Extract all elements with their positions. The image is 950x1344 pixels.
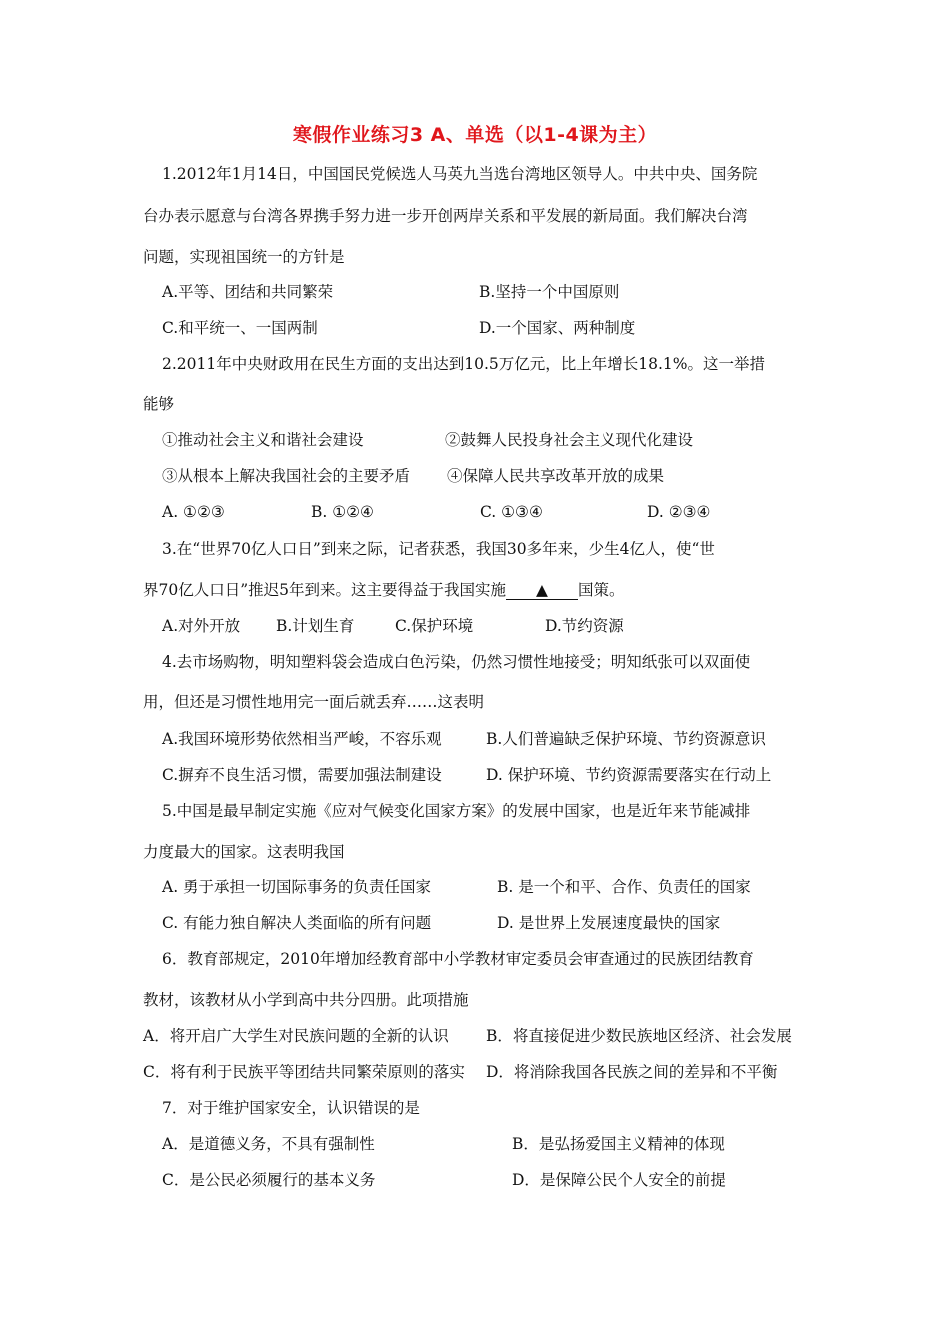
q1-stem-line-2: 台办表示愿意与台湾各界携手努力进一步开创两岸关系和平发展的新局面。我们解决台湾 bbox=[143, 207, 748, 225]
q2-statement-3: ③从根本上解决我国社会的主要矛盾 bbox=[162, 467, 411, 485]
q5-option-c: C. 有能力独自解决人类面临的所有问题 bbox=[162, 914, 432, 932]
q7-option-a: A．是道德义务，不具有强制性 bbox=[162, 1135, 375, 1153]
q2-option-c: C. ①③④ bbox=[480, 503, 543, 521]
q1-option-d: D.一个国家、两种制度 bbox=[479, 319, 636, 337]
q6-option-b: B．将直接促进少数民族地区经济、社会发展 bbox=[486, 1027, 792, 1045]
q6-stem-line-2: 教材，该教材从小学到高中共分四册。此项措施 bbox=[143, 991, 469, 1009]
q3-stem-line-2 bbox=[143, 580, 625, 600]
q4-option-c: C.摒弃不良生活习惯，需要加强法制建设 bbox=[162, 766, 442, 784]
q6-stem-line-1: 6．教育部规定，2010年增加经教育部中小学教材审定委员会审查通过的民族团结教育 bbox=[162, 950, 754, 968]
q3-stem-tail: 国策。 bbox=[578, 581, 625, 599]
q2-statement-2: ②鼓舞人民投身社会主义现代化建设 bbox=[445, 431, 694, 449]
page-title: 寒假作业练习3 A、单选（以1-4课为主） bbox=[292, 124, 658, 146]
q7-option-d: D．是保障公民个人安全的前提 bbox=[512, 1171, 726, 1189]
q4-stem-line-2: 用，但还是习惯性地用完一面后就丢弃……这表明 bbox=[143, 693, 485, 711]
q4-option-b: B.人们普遍缺乏保护环境、节约资源意识 bbox=[486, 730, 766, 748]
q1-stem-line-1: 1.2012年1月14日，中国国民党候选人马英九当选台湾地区领导人。中共中央、国务院 bbox=[162, 165, 758, 183]
q2-option-b: B. ①②④ bbox=[311, 503, 374, 521]
q3-option-d: D.节约资源 bbox=[545, 617, 624, 635]
q4-option-d: D. 保护环境、节约资源需要落实在行动上 bbox=[486, 766, 772, 784]
q6-option-c: C．将有利于民族平等团结共同繁荣原则的落实 bbox=[143, 1063, 465, 1081]
q4-stem-line-1: 4.去市场购物，明知塑料袋会造成白色污染，仍然习惯性地接受；明知纸张可以双面使 bbox=[162, 653, 751, 671]
q1-stem-line-3: 问题，实现祖国统一的方针是 bbox=[143, 248, 345, 266]
q3-stem-line-1: 3.在“世界70亿人口日”到来之际，记者获悉，我国30多年来，少生4亿人，使“世 bbox=[162, 540, 715, 558]
q6-option-d: D．将消除我国各民族之间的差异和不平衡 bbox=[486, 1063, 778, 1081]
q5-stem-line-2: 力度最大的国家。这表明我国 bbox=[143, 843, 345, 861]
q7-stem-line-1: 7．对于维护国家安全，认识错误的是 bbox=[162, 1099, 420, 1117]
q2-stem-line-2: 能够 bbox=[143, 395, 175, 413]
q2-stem-line-1: 2.2011年中央财政用在民生方面的支出达到10.5万亿元，比上年增长18.1%。这一举措 bbox=[162, 355, 765, 373]
q3-option-b: B.计划生育 bbox=[276, 617, 355, 635]
q3-option-c: C.保护环境 bbox=[395, 617, 474, 635]
q1-option-b: B.坚持一个中国原则 bbox=[479, 283, 620, 301]
q5-stem-line-1: 5.中国是最早制定实施《应对气候变化国家方案》的发展中国家，也是近年来节能减排 bbox=[162, 802, 751, 820]
q6-option-a: A．将开启广大学生对民族问题的全新的认识 bbox=[143, 1027, 449, 1045]
q5-option-b: B. 是一个和平、合作、负责任的国家 bbox=[497, 878, 751, 896]
q2-option-a: A. ①②③ bbox=[162, 503, 225, 521]
q4-option-a: A.我国环境形势依然相当严峻，不容乐观 bbox=[162, 730, 442, 748]
q3-stem-text: 界70亿人口日”推迟5年到来。这主要得益于我国实施 bbox=[143, 581, 507, 599]
q7-option-b: B．是弘扬爱国主义精神的体现 bbox=[512, 1135, 725, 1153]
q2-option-d: D. ②③④ bbox=[647, 503, 711, 521]
q2-statement-1: ①推动社会主义和谐社会建设 bbox=[162, 431, 364, 449]
q5-option-a: A. 勇于承担一切国际事务的负责任国家 bbox=[162, 878, 432, 896]
q1-option-a: A.平等、团结和共同繁荣 bbox=[162, 283, 334, 301]
q3-option-a: A.对外开放 bbox=[162, 617, 241, 635]
q3-answer-blank: ▲ bbox=[506, 581, 578, 600]
q5-option-d: D. 是世界上发展速度最快的国家 bbox=[497, 914, 721, 932]
q2-statement-4: ④保障人民共享改革开放的成果 bbox=[447, 467, 665, 485]
q7-option-c: C．是公民必须履行的基本义务 bbox=[162, 1171, 376, 1189]
q1-option-c: C.和平统一、一国两制 bbox=[162, 319, 318, 337]
